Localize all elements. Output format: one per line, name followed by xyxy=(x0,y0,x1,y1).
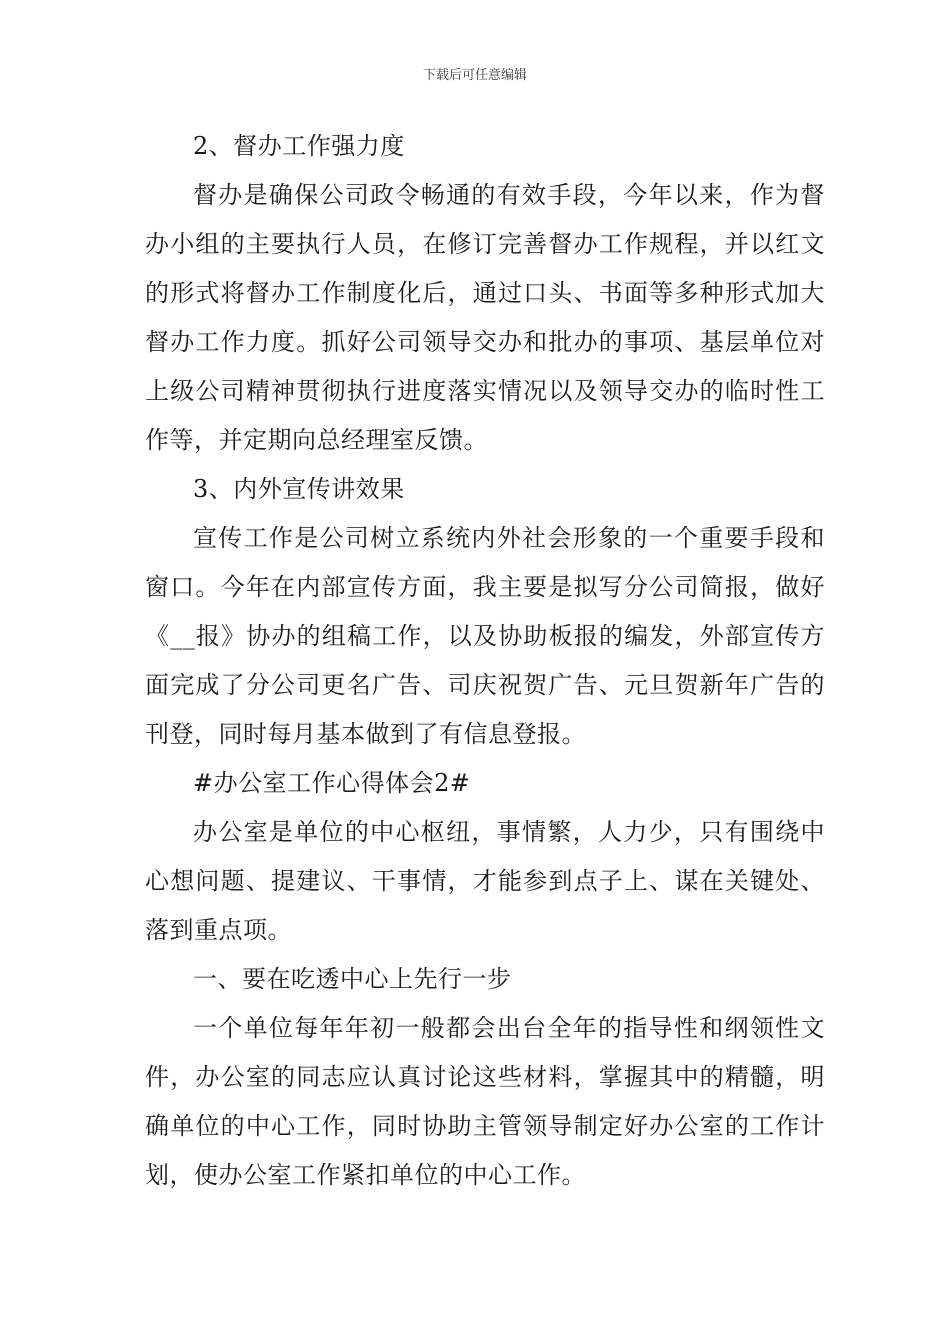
section-heading-publicity: 3、内外宣传讲效果 xyxy=(193,475,405,503)
paragraph-office-hub: 办公室是单位的中心枢纽，事情繁，人力少，只有围绕中心想问题、提建议、干事情，才能参到点子上、谋在关键处、落到重点项。 xyxy=(145,818,825,944)
paragraph-step-one: 一个单位每年年初一般都会出台全年的指导性和纲领性文件，办公室的同志应认真讨论这些材料，掌握其中的精髓，明确单位的中心工作，同时协助主管领导制定好办公室的工作计划，使办公室工作紧扣单位的中心工作。 xyxy=(145,1014,825,1189)
paragraph-publicity: 宣传工作是公司树立系统内外社会形象的一个重要手段和窗口。今年在内部宣传方面，我主要是拟写分公司简报，做好《__报》协办的组稿工作，以及协助板报的编发，外部宣传方面完成了分公司更名广告、司庆祝贺广告、元旦贺新年广告的刊登，同时每月基本做到了有信息登报。 xyxy=(145,524,825,748)
document-body xyxy=(145,122,825,1200)
paragraph-supervision: 督办是确保公司政令畅通的有效手段，今年以来，作为督办小组的主要执行人员，在修订完善督办工作规程，并以红文的形式将督办工作制度化后，通过口头、书面等多种形式加大督办工作力度。抓好公司领导交办和批办的事项、基层单位对上级公司精神贯彻执行进度落实情况以及领导交办的临时性工作等，并定期向总经理室反馈。 xyxy=(145,181,825,454)
section-heading-step-one: 一、要在吃透中心上先行一步 xyxy=(193,965,512,993)
page-header-note: 下载后可任意编辑 xyxy=(422,68,527,83)
section-heading-experience-2: #办公室工作心得体会2# xyxy=(193,769,471,797)
section-heading-supervision: 2、督办工作强力度 xyxy=(193,132,405,160)
